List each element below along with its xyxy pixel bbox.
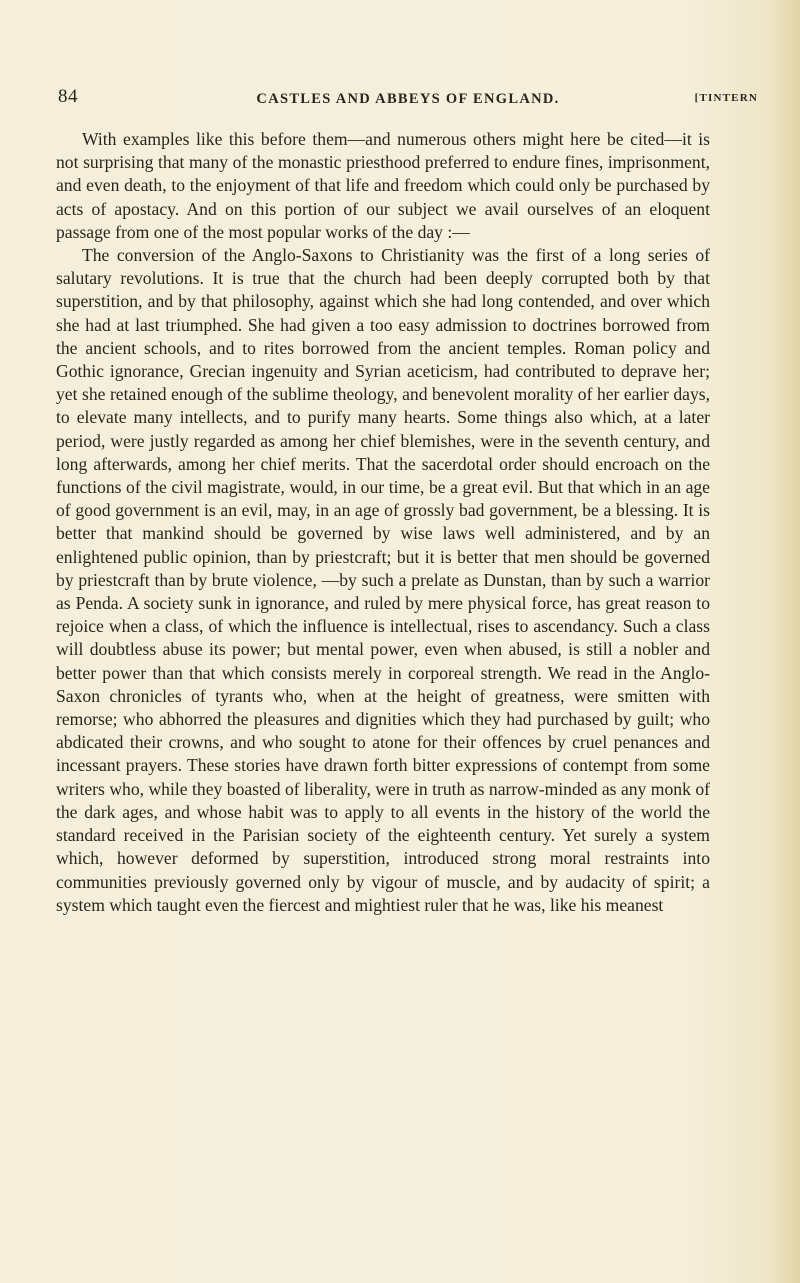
running-head (58, 86, 758, 110)
paragraph-intro: With examples like this before them—and numerous others might here be cited—it is not surprising that many of the monastic priesthood preferred to endure fines, imprisonment, and even death, to the enjoyment of that life and freedom which could only be purchased by acts of apostacy. And on this portion of our subject we avail ourselves of an eloquent passage from one of the most popular works of the day :— (56, 129, 710, 242)
page-number: 84 (58, 86, 78, 107)
book-title: CASTLES AND ABBEYS OF ENGLAND. (256, 91, 560, 107)
body-text (56, 128, 710, 917)
paragraph-quotation: The conversion of the Anglo-Saxons to Christianity was the first of a long series of salutary revolutions. It is true that the church had been deeply corrupted both by that superstition, and by that philosophy, against which she had long contended, and over which she had at last triumphed. She had given a too easy admission to doctrines borrowed from the ancient schools, and to rites borrowed from the ancient temples. Roman policy and Gothic ignorance, Grecian ingenuity and Syrian aceticism, had contributed to deprave her; yet she retained enough of the sublime theology, and benevolent morality of her earlier days, to elevate many intellects, and to purify many hearts. Some things also which, at a later period, were justly regarded as among her chief blemishes, were in the seventh century, and long afterwards, among her chief merits. That the sacerdotal order should encroach on the functions of the civil magistrate, would, in our time, be a great evil. But that which in an age of good government is an evil, may, in an age of grossly bad government, be a blessing. It is better that mankind should be governed by wise laws well administered, and by an enlightened public opinion, than by priestcraft; but it is better that men should be governed by priestcraft than by brute violence, —by such a prelate as Dunstan, than by such a warrior as Penda. A society sunk in ignorance, and ruled by mere physical force, has great reason to rejoice when a class, of which the influence is intellectual, rises to ascendancy. Such a class will doubtless abuse its power; but mental power, even when abused, is still a nobler and better power than that which consists merely in corporeal strength. We read in the Anglo-Saxon chronicles of tyrants who, when at the height of greatness, were smitten with remorse; who abhorred the pleasures and dignities which they had purchased by guilt; who abdicated their crowns, and who sought to atone for their offences by cruel penances and incessant prayers. These stories have drawn forth bitter expressions of contempt from some writers who, while they boasted of liberality, were in truth as narrow-minded as any monk of the dark ages, and whose habit was to apply to all events in the history of the world the standard received in the Parisian society of the eighteenth century. Yet surely a system which, however deformed by superstition, introduced strong moral restraints into communities previously governed only by vigour of muscle, and by audacity of spirit; a system which taught even the fiercest and mightiest ruler that he was, like his meanest (56, 245, 710, 915)
section-tag: [TINTERN (694, 92, 758, 104)
